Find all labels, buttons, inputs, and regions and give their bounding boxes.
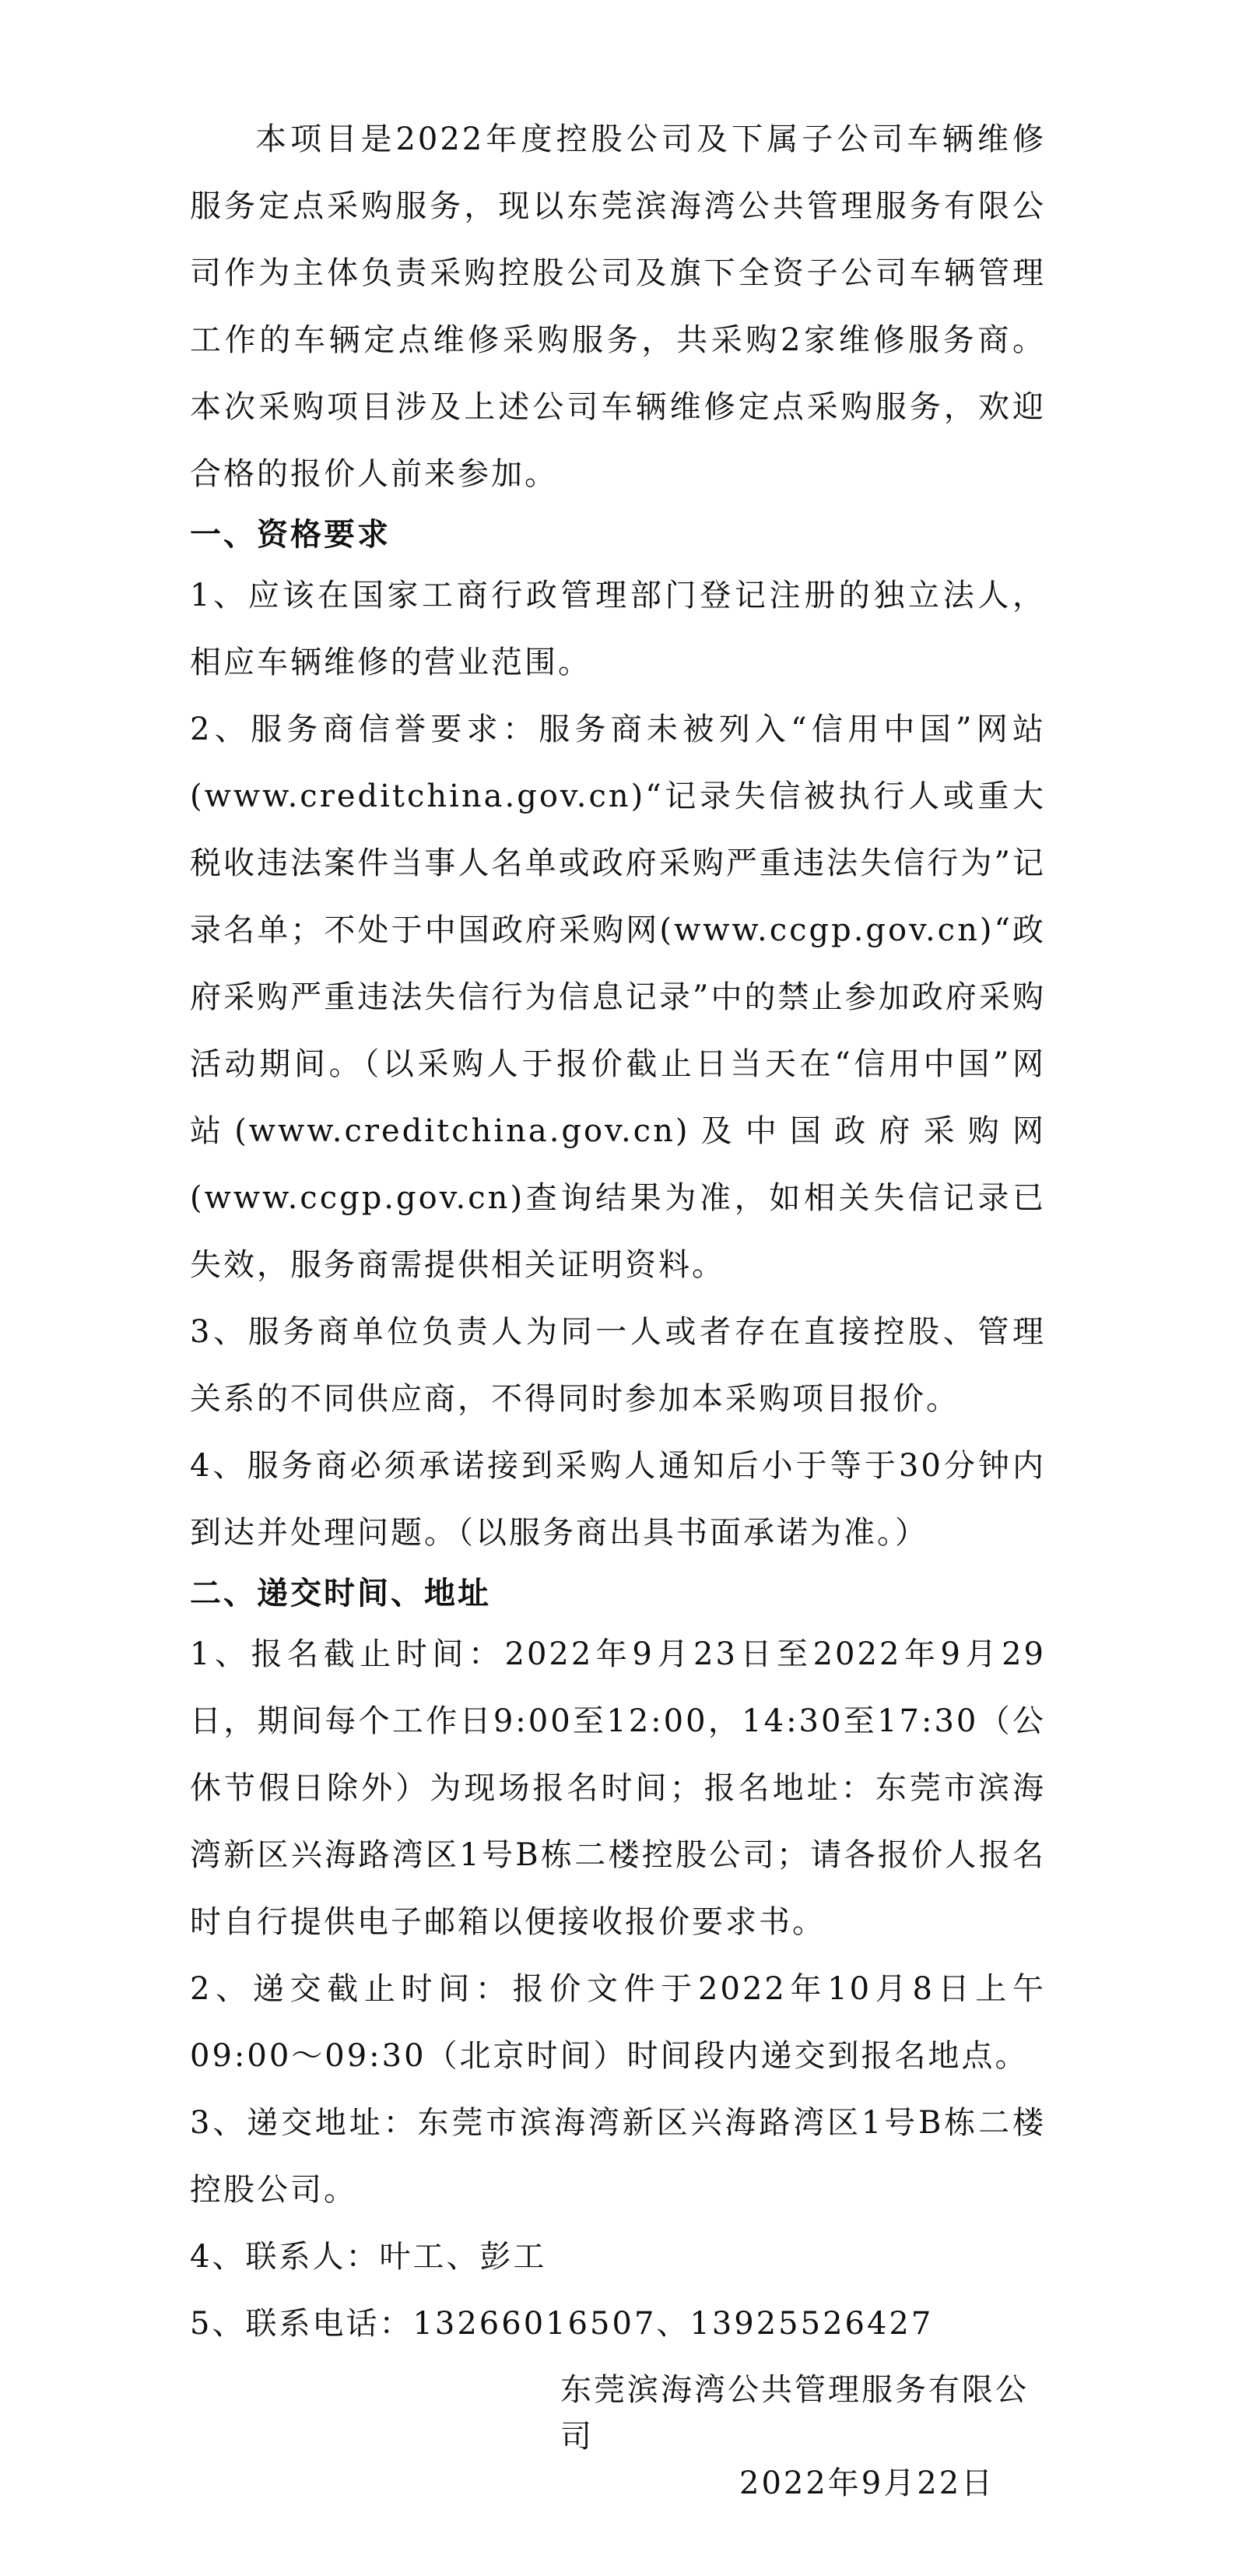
submission-item-4: 4、联系人：叶工、彭工 (190, 2239, 547, 2275)
section-heading-submission: 二、递交时间、地址 (190, 1575, 491, 1611)
qualification-item-2: 2、服务商信誉要求：服务商未被列入“信用中国”网站(www.creditchina.gov.cn)“记录失信被执行人或重大税收违法案件当事人名单或政府采购严重违法失信行为”记录名单；不处于中国政府采购网(www.ccgp.gov.cn)“政府采购严重违法失信行为信息记录”中的禁止参加政府采购活动期间。（以采购人于报价截止日当天在“信用中国”网站(www.creditchina.gov.cn)及中国政府采购网(www.ccgp.gov.cn)查询结果为准，如相关失信记录已失效，服务商需提供相关证明资料。 (190, 712, 1046, 1283)
section-heading-qualifications: 一、资格要求 (190, 516, 391, 553)
qualification-item-3: 3、服务商单位负责人为同一人或者存在直接控股、管理关系的不同供应商，不得同时参加本采购项目报价。 (190, 1314, 1046, 1417)
qualification-item-4: 4、服务商必须承诺接到采购人通知后小于等于30分钟内到达并处理问题。（以服务商出具书面承诺为准。） (190, 1448, 1046, 1551)
signature-organization: 东莞滨海湾公共管理服务有限公司 (560, 2372, 1029, 2455)
qualification-item-1: 1、应该在国家工商行政管理部门登记注册的独立法人，相应车辆维修的营业范围。 (190, 578, 1046, 680)
submission-item-1: 1、报名截止时间：2022年9月23日至2022年9月29日，期间每个工作日9:00至12:00，14:30至17:30（公休节假日除外）为现场报名时间；报名地址：东莞市滨海湾新区兴海路湾区1号B栋二楼控股公司；请各报价人报名时自行提供电子邮箱以便接收报价要求书。 (190, 1636, 1046, 1940)
signature-date: 2022年9月22日 (739, 2465, 995, 2501)
intro-paragraph: 本项目是2022年度控股公司及下属子公司车辆维修服务定点采购服务，现以东莞滨海湾公共管理服务有限公司作为主体负责采购控股公司及旗下全资子公司车辆管理工作的车辆定点维修采购服务，共采购2家维修服务商。本次采购项目涉及上述公司车辆维修定点采购服务，欢迎合格的报价人前来参加。 (190, 121, 1046, 492)
submission-item-5: 5、联系电话：13266016507、13925526427 (190, 2306, 934, 2342)
signature-block (560, 2367, 1058, 2507)
submission-item-3: 3、递交地址：东莞市滨海湾新区兴海路湾区1号B栋二楼控股公司。 (190, 2105, 1046, 2208)
submission-item-2: 2、递交截止时间：报价文件于2022年10月8日上午09:00～09:30（北京时间）时间段内递交到报名地点。 (190, 1971, 1046, 2074)
document-body (190, 106, 1046, 2357)
